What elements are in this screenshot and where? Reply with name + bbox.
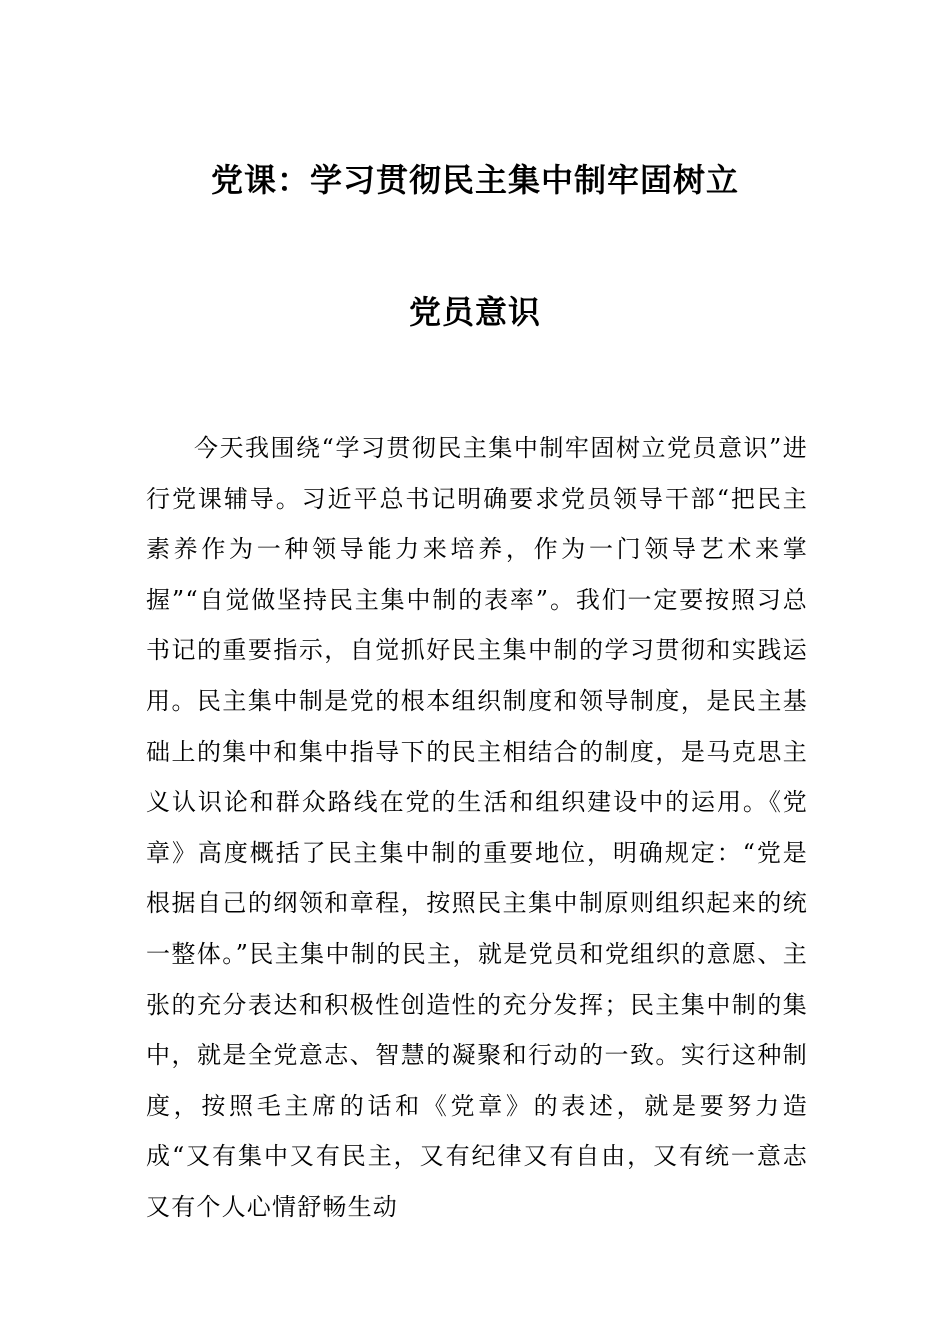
document-title-line-2: 党员意识	[408, 293, 541, 331]
document-title-line-1: 党课：学习贯彻民主集中制牢固树立	[210, 161, 739, 199]
body-paragraph: 今天我围绕“学习贯彻民主集中制牢固树立党员意识”进行党课辅导。习近平总书记明确要求党员领导干部“把民主素养作为一种领导能力来培养，作为一门领导艺术来掌握”“自觉做坚持民主集中制的表率”。我们一定要按照习总书记的重要指示，自觉抓好民主集中制的学习贯彻和实践运用。民主集中制是党的根本组织制度和领导制度，是民主基础上的集中和集中指导下的民主相结合的制度，是马克思主义认识论和群众路线在党的生活和组织建设中的运用。《党章》高度概括了民主集中制的重要地位，明确规定：“党是根据自己的纲领和章程，按照民主集中制原则组织起来的统一整体。”民主集中制的民主，就是党员和党组织的意愿、主张的充分表达和积极性创造性的充分发挥；民主集中制的集中，就是全党意志、智慧的凝聚和行动的一致。实行这种制度，按照毛主席的话和《党章》的表述，就是要努力造成“又有集中又有民主，又有纪律又有自由，又有统一意志又有个人心情舒畅生动	[146, 434, 808, 1221]
